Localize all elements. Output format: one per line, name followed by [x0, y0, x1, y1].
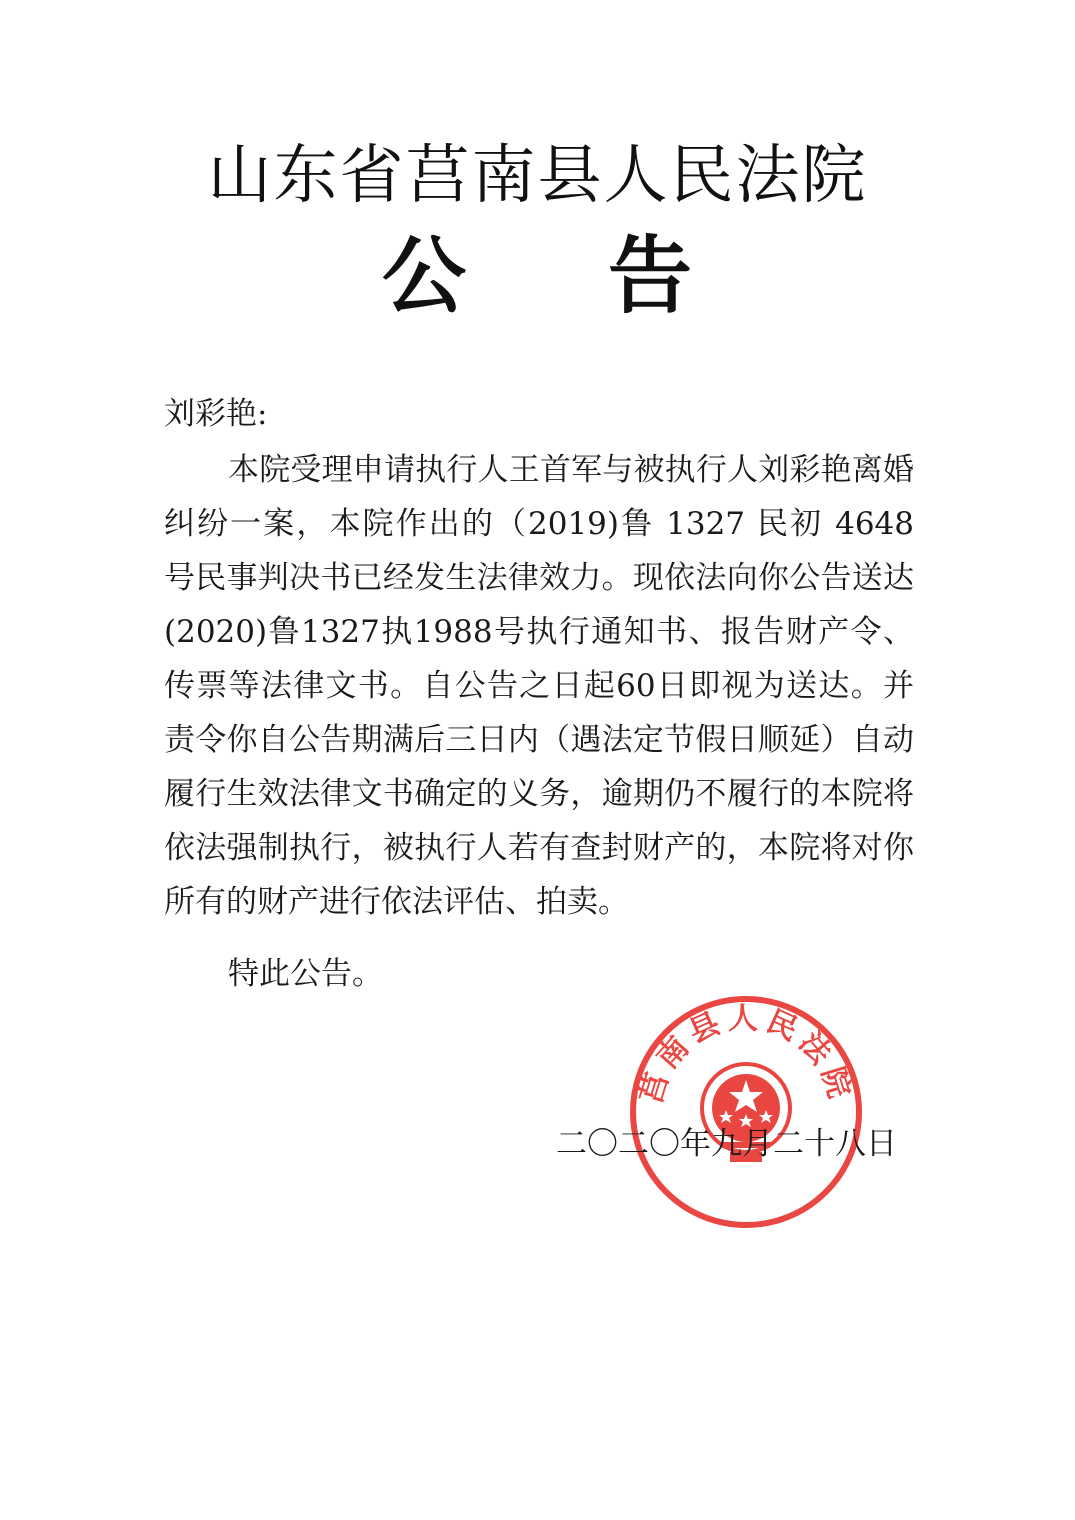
seal-lettering: 莒南县人民法院: [633, 1001, 859, 1108]
title-char-gong: 公: [382, 227, 467, 325]
notice-body: 本院受理申请执行人王首军与被执行人刘彩艳离婚纠纷一案，本院作出的（2019)鲁 1327 民初 4648 号民事判决书已经发生法律效力。现依法向你公告送达(2020)鲁1327执1988号执行通知书、报告财产令、传票等法律文书。自公告之日起60日即视为送达。并责令你自公告期满后三日内（遇法定节假日顺延）自动履行生效法律文书确定的义务，逾期仍不履行的本院将依法强制执行，被执行人若有查封财产的，本院将对你所有的财产进行依法评估、拍卖。: [164, 452, 914, 920]
court-name: 山东省莒南县人民法院: [207, 139, 868, 213]
issue-date: 二〇二〇年九月二十八日: [556, 1126, 897, 1162]
addressee: 刘彩艳:: [164, 396, 268, 432]
closing-line: 特此公告。: [228, 956, 383, 992]
document-title: [382, 228, 702, 324]
court-seal-icon: [626, 992, 866, 1232]
title-char-gao: 告: [608, 227, 693, 325]
